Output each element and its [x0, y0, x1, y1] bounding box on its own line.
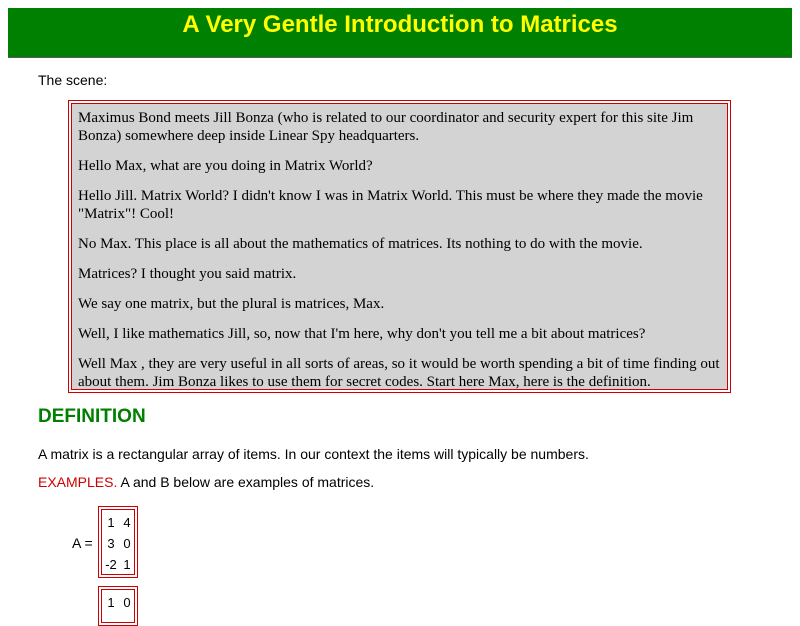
dialogue-line: Hello Max, what are you doing in Matrix World?: [78, 158, 373, 174]
examples-text: A and B below are examples of matrices.: [117, 474, 375, 490]
matrix-cell: 1: [107, 595, 115, 610]
matrix-cell: 0: [123, 595, 131, 610]
title-banner: [8, 8, 792, 58]
matrix-cell: 0: [123, 536, 131, 551]
dialogue-content: [71, 103, 728, 390]
matrix-row: [102, 512, 134, 533]
dialogue-line: Well, I like mathematics Jill, so, now that I'm here, why don't you tell me a bit about matrices?: [78, 326, 646, 342]
matrix-a-grid: [101, 509, 135, 575]
dialogue-line: No Max. This place is all about the mathematics of matrices. Its nothing to do with the movie.: [78, 236, 643, 252]
dialogue-line: Hello Jill. Matrix World? I didn't know I was in Matrix World. This must be where they made the movie "Matrix"! Cool!: [78, 188, 703, 222]
dialogue-line: Well Max , they are very useful in all sorts of areas, so it would be worth spending a bit of time finding out about them. Jim Bonza likes to use them for secret codes. Start here Max, here is the definition.: [78, 356, 720, 390]
dialogue-line: We say one matrix, but the plural is matrices, Max.: [78, 296, 385, 312]
matrix-a: [98, 506, 138, 578]
dialogue-line: Maximus Bond meets Jill Bonza (who is related to our coordinator and security expert for this site Jim Bonza) somewhere deep inside Linear Spy headquarters.: [78, 110, 694, 144]
matrix-cell: 1: [107, 515, 115, 530]
matrix-cell: 1: [123, 557, 131, 572]
examples-label: EXAMPLES.: [38, 474, 118, 490]
definition-heading: DEFINITION: [38, 406, 146, 427]
matrix-cell: 4: [123, 515, 131, 530]
examples-line: [38, 474, 374, 490]
dialogue-box: [68, 100, 731, 393]
matrix-cell: -2: [105, 557, 117, 572]
matrix-a-label: A =: [72, 535, 93, 551]
dialogue-line: Matrices? I thought you said matrix.: [78, 266, 297, 282]
matrix-b: [98, 586, 138, 626]
matrix-row: [102, 533, 134, 554]
matrix-row: [102, 592, 134, 613]
definition-text: A matrix is a rectangular array of items. In our context the items will typically be numbers.: [38, 446, 589, 462]
page-title: A Very Gentle Introduction to Matrices: [182, 11, 618, 38]
matrix-b-grid: [101, 589, 135, 623]
matrix-row: [102, 554, 134, 575]
scene-label: The scene:: [38, 72, 108, 88]
matrix-cell: 3: [107, 536, 115, 551]
